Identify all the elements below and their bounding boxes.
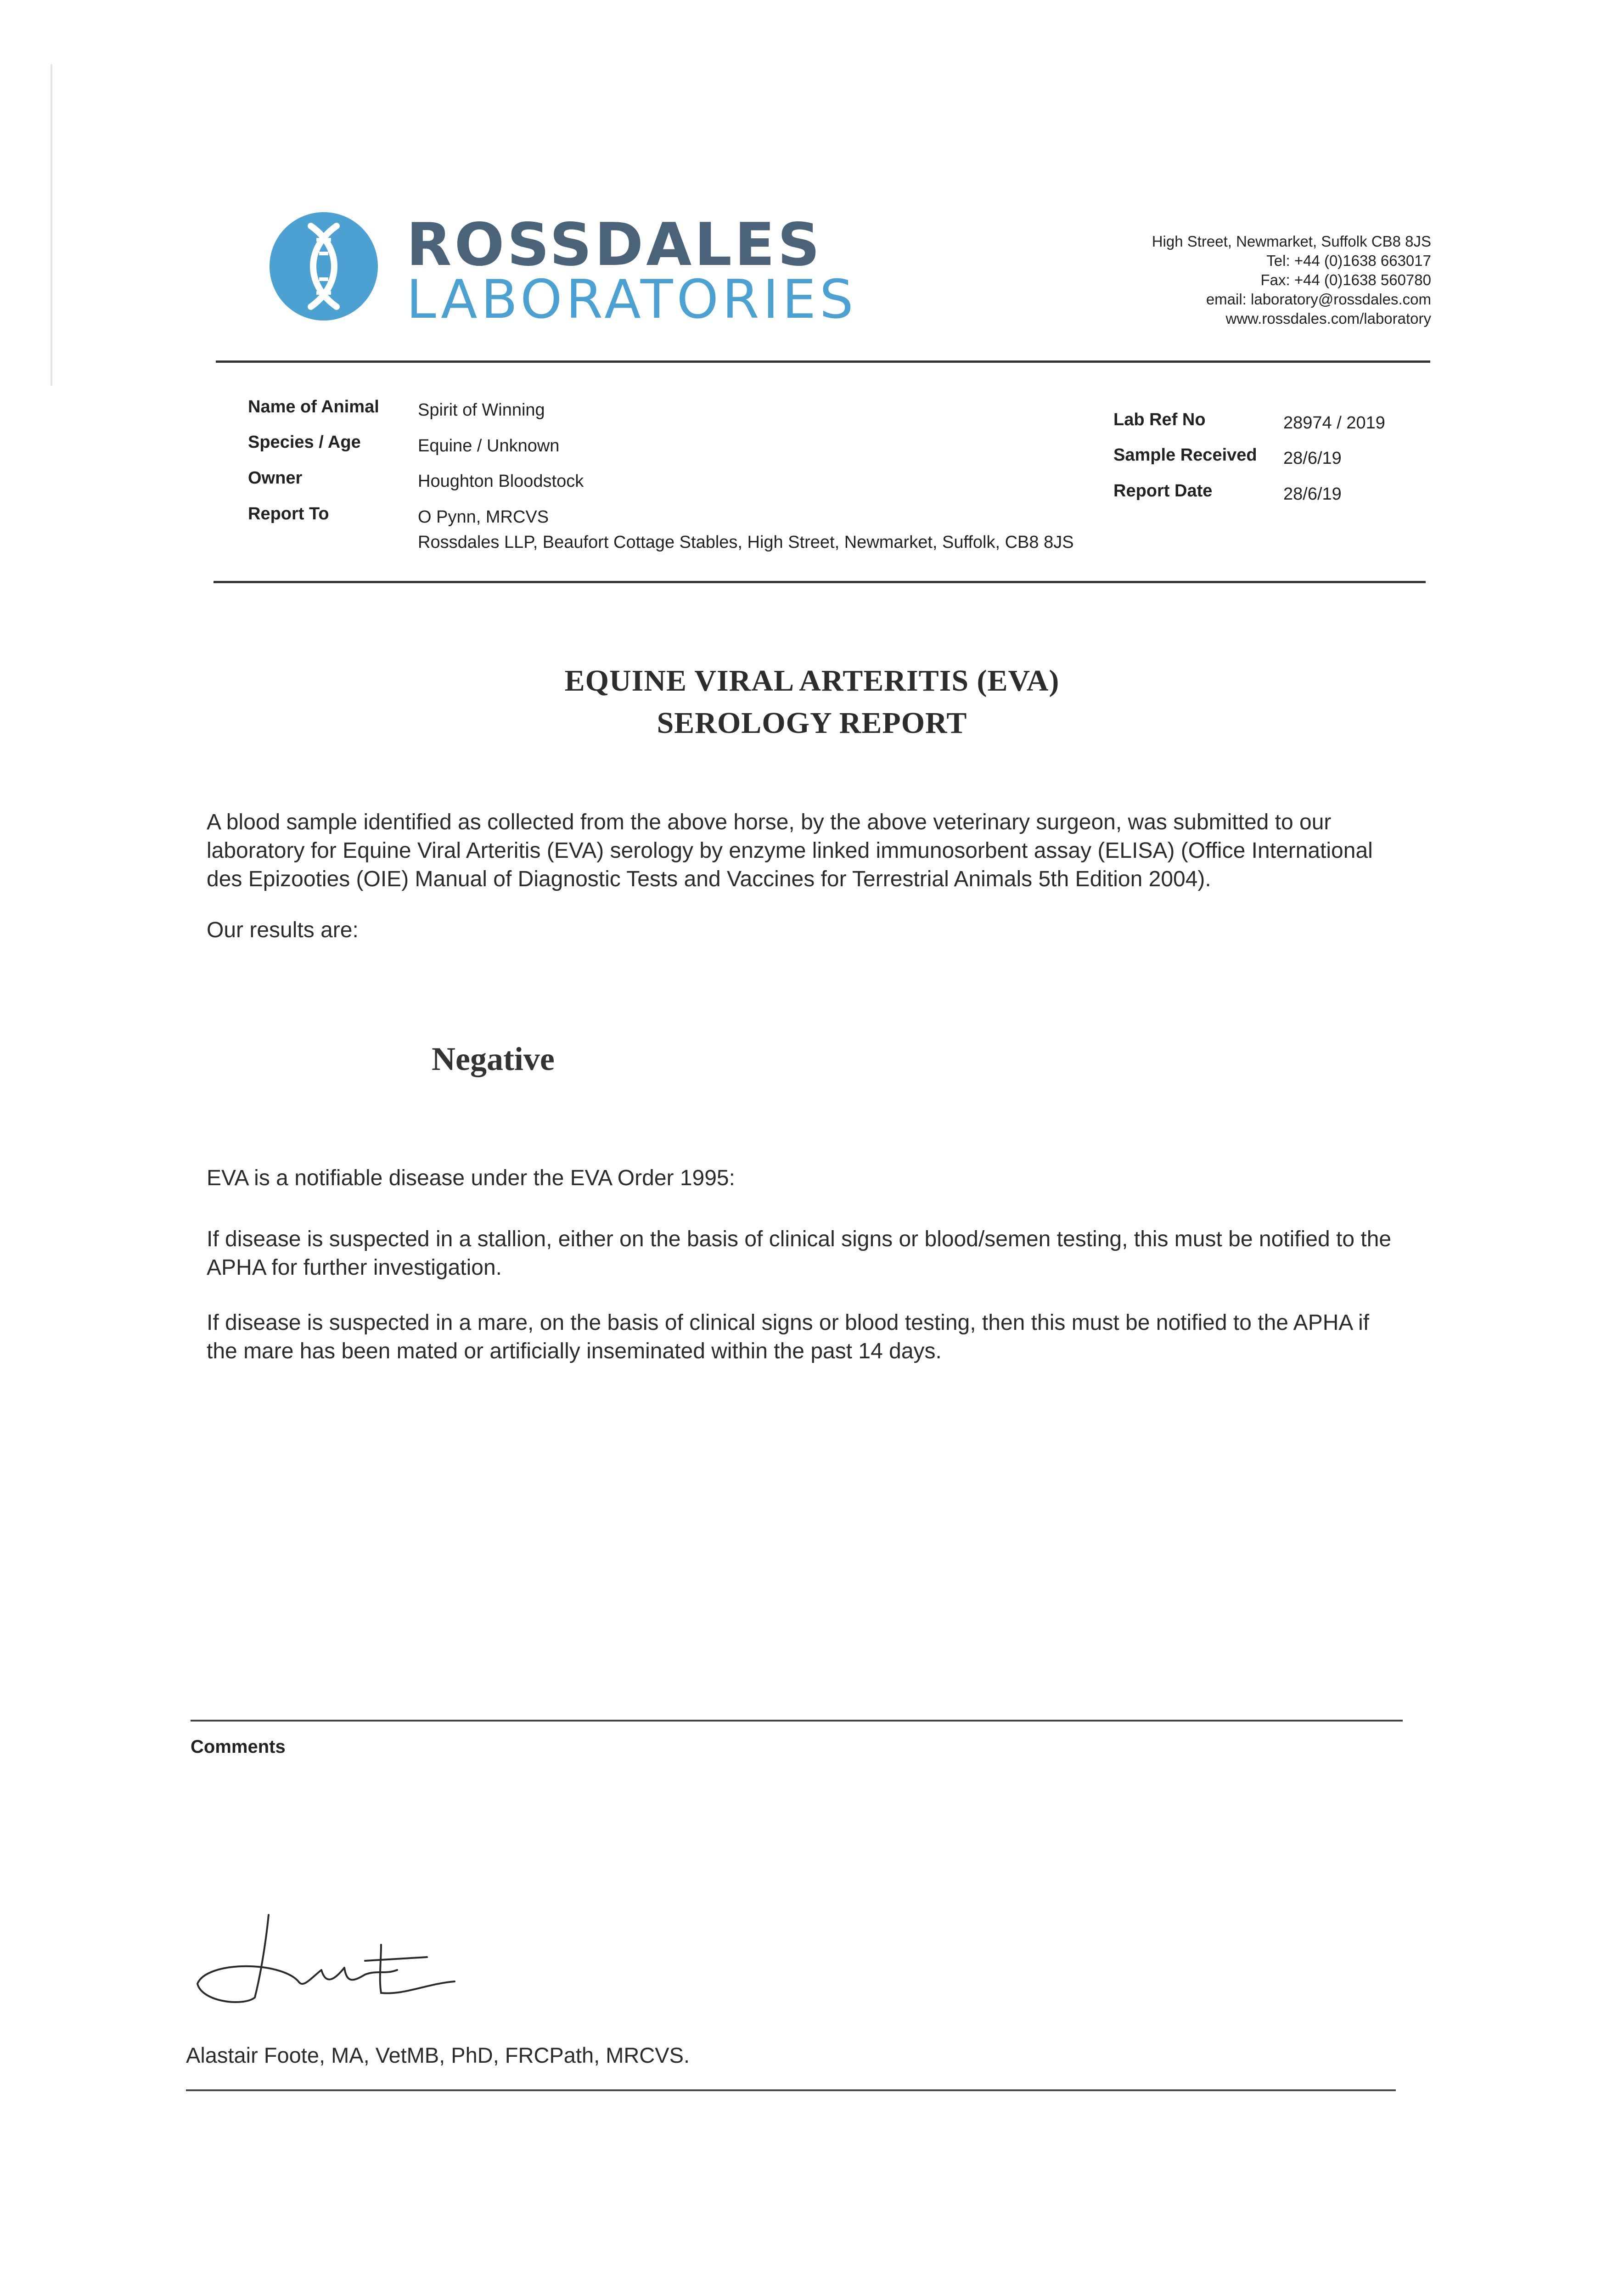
report-date-value: 28/6/19 [1283, 484, 1342, 504]
footer-divider [186, 2089, 1396, 2091]
mare-note: If disease is suspected in a mare, on the basis of clinical signs or blood testing, then this must be notified to the APHA if the mare has been mated or artificially inseminated within the past 14 days. [207, 1311, 1370, 1363]
address-web: www.rossdales.com/laboratory [1225, 310, 1431, 327]
report-to-label: Report To [248, 504, 329, 523]
dna-helix-icon [269, 211, 379, 321]
stallion-note: If disease is suspected in a stallion, either on the basis of clinical signs or blood/semen testing, this must be notified to the APHA for further investigation. [207, 1227, 1392, 1280]
report-to-value: O Pynn, MRCVS [418, 507, 549, 527]
owner-label: Owner [248, 468, 303, 488]
signatory-name: Alastair Foote, MA, VetMB, PhD, FRCPath, MRCVS. [186, 2043, 690, 2067]
comments-label: Comments [191, 1737, 286, 1757]
name-of-animal-value: Spirit of Winning [418, 400, 545, 420]
scan-edge-mark [51, 64, 52, 386]
report-subtitle: SEROLOGY REPORT [657, 706, 967, 740]
results-intro: Our results are: [207, 918, 359, 942]
lab-address [1064, 232, 1431, 328]
species-age-value: Equine / Unknown [418, 436, 560, 456]
species-age-label: Species / Age [248, 433, 361, 452]
address-tel: Tel: +44 (0)1638 663017 [1266, 252, 1431, 269]
notifiable-statement: EVA is a notifiable disease under the EVA Order 1995: [207, 1166, 735, 1190]
report-title: EQUINE VIRAL ARTERITIS (EVA) [564, 664, 1060, 698]
brand-name-line2: LABORATORIES [406, 269, 857, 331]
report-to-address: Rossdales LLP, Beaufort Cottage Stables, High Street, Newmarket, Suffolk, CB8 8JS [418, 533, 1074, 552]
lab-ref-value: 28974 / 2019 [1283, 413, 1385, 433]
brand-name-line1: ROSSDALES [406, 211, 823, 279]
test-result: Negative [432, 1041, 555, 1077]
intro-paragraph: A blood sample identified as collected from the above horse, by the above veterinary surgeon, was submitted to our laboratory for Equine Viral Arteritis (EVA) serology by enzyme linked immunosorbent assay (ELISA) (Office International des Epizooties (OIE) Manual of Diagnostic Tests and Vaccines for Terrestrial Animals 5th Edition 2004). [207, 810, 1373, 891]
name-of-animal-label: Name of Animal [248, 397, 379, 416]
address-fax: Fax: +44 (0)1638 560780 [1260, 271, 1431, 288]
address-street: High Street, Newmarket, Suffolk CB8 8JS [1152, 233, 1431, 250]
lab-ref-label: Lab Ref No [1113, 410, 1206, 429]
sample-received-value: 28/6/19 [1283, 449, 1342, 468]
address-email: email: laboratory@rossdales.com [1206, 291, 1431, 308]
details-divider [214, 581, 1426, 583]
report-date-label: Report Date [1113, 481, 1213, 501]
comments-divider [191, 1720, 1403, 1722]
header-divider [216, 360, 1430, 363]
owner-value: Houghton Bloodstock [418, 472, 584, 491]
sample-received-label: Sample Received [1113, 445, 1257, 465]
signature [188, 1906, 510, 2016]
